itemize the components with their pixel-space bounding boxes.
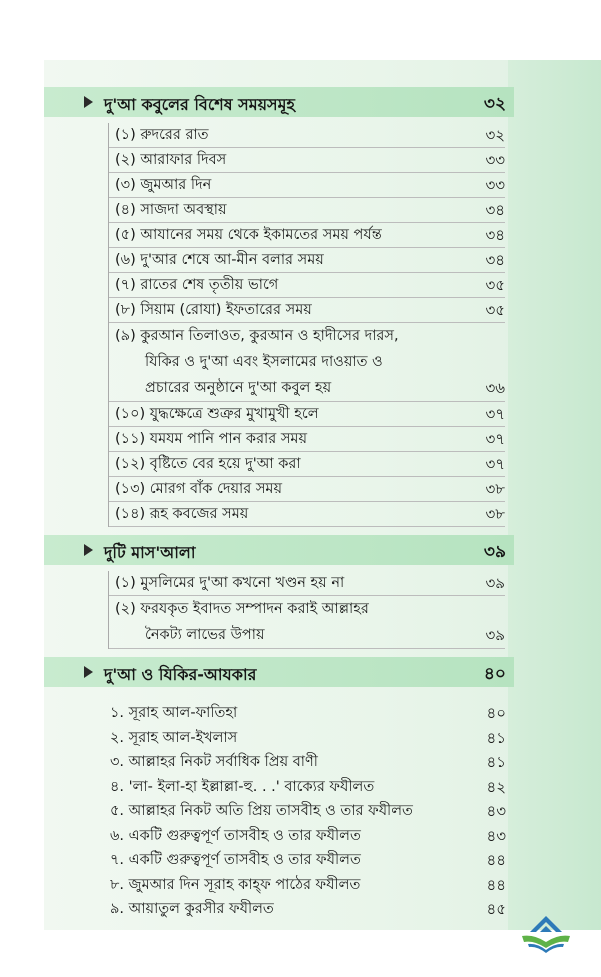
- item-page-number: ৩৬: [485, 379, 505, 397]
- section-page-number: ৩৯: [483, 542, 506, 562]
- item-text: [115, 596, 505, 648]
- list-item: [104, 848, 506, 873]
- list-item: [109, 502, 505, 527]
- table-of-contents: [44, 87, 514, 922]
- list-item: [109, 148, 505, 173]
- section-page-number: ৩২: [483, 94, 506, 114]
- item-page-number: ৩৯: [485, 626, 505, 644]
- item-page-number: ৪০: [486, 704, 506, 722]
- item-text: (১) রুদরের রাত: [115, 127, 209, 143]
- section-header-1: [44, 87, 514, 117]
- section-3-list: [104, 701, 506, 922]
- triangle-bullet-icon: [84, 96, 93, 108]
- item-text-line: নৈকট্য লাভের উপায়: [145, 627, 265, 643]
- list-item: [109, 123, 505, 148]
- item-text: ২. সূরাহ আল-ইখলাস: [110, 729, 238, 746]
- item-text: (৬) দু'আর শেষে আ-মীন বলার সময়: [115, 252, 324, 268]
- item-page-number: ৪১: [486, 728, 506, 747]
- item-text: ৩. আল্লাহর নিকট সর্বাধিক প্রিয় বাণী: [110, 754, 318, 770]
- item-text: (১৪) রূহ কবজের সময়: [115, 506, 249, 522]
- item-text: (১৩) মোরগ বাঁক দেয়ার সময়: [115, 481, 283, 497]
- item-text: (১১) যমযম পানি পান করার সময়: [115, 431, 308, 447]
- list-item: [104, 824, 506, 849]
- item-page-number: ৩৯: [485, 574, 505, 592]
- item-text: [115, 323, 505, 401]
- item-text-line: যিকির ও দু'আ এবং ইসলামের দাওয়াত ও: [145, 354, 383, 370]
- section-title: দু'আ ও যিকির-আযকার: [104, 665, 257, 684]
- list-item: [104, 873, 506, 898]
- item-text: ৪. 'লা- ইলা-হা ইল্লাল্লা-হু. . .' বাক্যের ফযীলত: [110, 778, 375, 795]
- list-item: [104, 799, 506, 824]
- list-item: [109, 298, 505, 323]
- item-text: (২) আরাফার দিবস: [115, 152, 227, 168]
- section-title: দুটি মাস'আলা: [104, 543, 196, 562]
- item-page-number: ৪৩: [486, 802, 506, 820]
- item-page-number: ৩৫: [485, 276, 505, 294]
- item-page-number: ৩৮: [485, 480, 505, 498]
- list-item: [109, 248, 505, 273]
- list-item: [109, 323, 505, 402]
- item-text: (৮) সিয়াম (রোযা) ইফতারের সময়: [115, 302, 312, 318]
- item-text: (১২) বৃষ্টিতে বের হয়ে দু'আ করা: [115, 456, 301, 472]
- section-2-list: [108, 571, 505, 649]
- list-item: [109, 173, 505, 198]
- item-text: ৯. আয়াতুল কুরসীর ফযীলত: [110, 901, 274, 917]
- item-text: ১. সূরাহ আল-ফাতিহা: [110, 705, 238, 721]
- item-page-number: ৪১: [486, 753, 506, 771]
- item-page-number: ৩২: [485, 126, 505, 144]
- item-page-number: ৩৫: [485, 301, 505, 319]
- item-text: (৫) আযানের সময় থেকে ইকামতের সময় পর্যন্ত: [115, 227, 382, 243]
- item-text: ৫. আল্লাহর নিকট অতি প্রিয় তাসবীহ ও তার ফযীলত: [110, 803, 413, 819]
- item-text: (৭) রাতের শেষ তৃতীয় ভাগে: [115, 277, 279, 293]
- section-1-list: [108, 123, 505, 527]
- item-page-number: ৩৪: [485, 251, 505, 269]
- item-page-number: ৩৩: [485, 151, 505, 169]
- list-item: [104, 775, 506, 800]
- list-item: [109, 273, 505, 298]
- item-text: ৮. জুমআর দিন সূরাহ কাহ্ফ পাঠের ফযীলত: [110, 876, 361, 893]
- triangle-bullet-icon: [84, 544, 93, 556]
- item-page-number: ৪৫: [486, 900, 506, 918]
- item-text: (৪) সাজদা অবস্থায়: [115, 202, 227, 218]
- list-item: [109, 198, 505, 223]
- item-text: (১০) যুদ্ধক্ষেত্রে শুত্রুর মুখামুখী হলে: [115, 406, 319, 422]
- list-item: [104, 750, 506, 775]
- item-page-number: ৩৭: [485, 430, 505, 448]
- publisher-logo-icon: [518, 912, 574, 954]
- item-page-number: ৪৪: [486, 875, 506, 894]
- item-page-number: ৩৮: [485, 505, 505, 523]
- list-item: [109, 223, 505, 248]
- section-title: দু'আ কবুলের বিশেষ সময়সমূহ: [104, 95, 295, 114]
- item-page-number: ৩৭: [485, 405, 505, 423]
- item-text-line: (৯) কুরআন তিলাওত, কুরআন ও হাদীসের দারস,: [115, 328, 399, 344]
- item-text: ৬. একটি গুরুত্বপূর্ণ তাসবীহ ও তার ফযীলত: [110, 827, 361, 844]
- list-item: [104, 701, 506, 726]
- list-item: [109, 402, 505, 427]
- item-text-line: প্রচারের অনুষ্ঠানে দু'আ কবুল হয়: [145, 380, 332, 396]
- list-item: [109, 452, 505, 477]
- list-item: [109, 477, 505, 502]
- list-item: [109, 427, 505, 452]
- section-header-3: [44, 657, 514, 687]
- item-text-line: (২) ফরযকৃত ইবাদত সম্পাদন করাই আল্লাহর: [115, 601, 369, 617]
- item-page-number: ৩৪: [485, 201, 505, 219]
- item-page-number: ৪৪: [486, 851, 506, 869]
- item-text: (৩) জুমআর দিন: [115, 177, 212, 193]
- item-page-number: ৩৩: [485, 176, 505, 194]
- list-item: [104, 897, 506, 922]
- section-page-number: ৪০: [483, 664, 506, 684]
- item-page-number: ৩৪: [485, 226, 505, 244]
- item-page-number: ৪৩: [486, 826, 506, 845]
- list-item: [109, 596, 505, 649]
- page-spine: [508, 60, 601, 930]
- list-item: [104, 726, 506, 751]
- item-text: ৭. একটি গুরুত্বপূর্ণ তাসবীহ ও তার ফযীলত: [110, 852, 361, 868]
- item-page-number: ৪২: [486, 777, 506, 796]
- triangle-bullet-icon: [84, 666, 93, 678]
- item-text: (১) মুসলিমের দু'আ কখনো খণ্ডন হয় না: [115, 575, 345, 591]
- item-page-number: ৩৭: [485, 455, 505, 473]
- section-header-2: [44, 535, 514, 565]
- list-item: [109, 571, 505, 596]
